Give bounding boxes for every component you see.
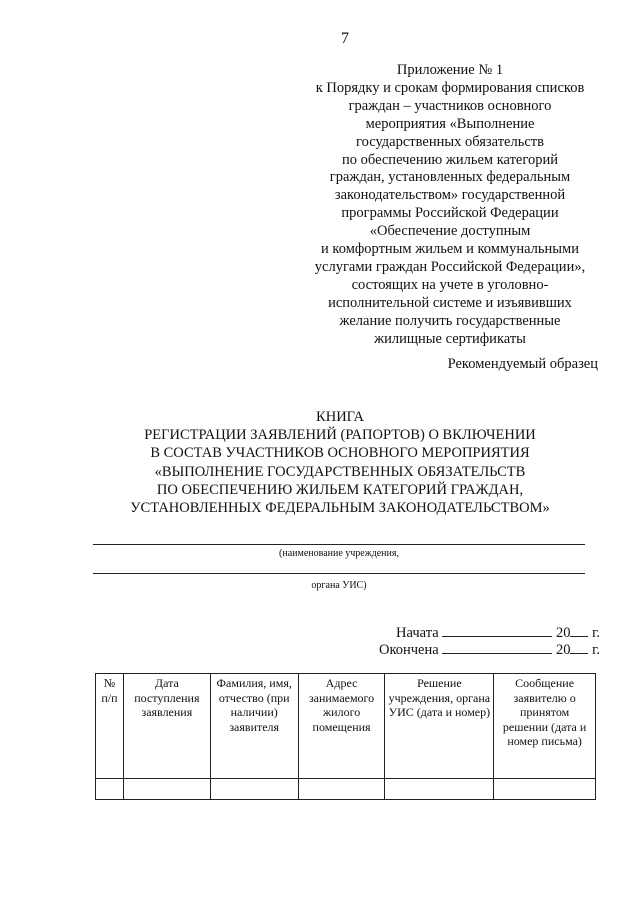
year-prefix: 20: [555, 642, 571, 658]
date-finished-blank: [442, 641, 552, 654]
institution-fill-line-1: [93, 544, 585, 545]
appendix-line: к Порядку и срокам формирования списков: [315, 79, 585, 96]
table-header-row: [96, 674, 596, 779]
appendix-line: законодательством» государственной: [334, 187, 566, 204]
book-title-line: «ВЫПОЛНЕНИЕ ГОСУДАРСТВЕННЫХ ОБЯЗАТЕЛЬСТВ: [154, 463, 526, 480]
appendix-line: по обеспечению жильем категорий: [342, 151, 558, 168]
book-title-line: ПО ОБЕСПЕЧЕНИЮ ЖИЛЬЕМ КАТЕГОРИЙ ГРАЖДАН,: [156, 481, 524, 498]
table-cell: [210, 779, 298, 800]
institution-caption-2: органа УИС): [311, 580, 367, 591]
appendix-line: желание получить государственные: [339, 312, 561, 329]
table-cell: [96, 779, 124, 800]
appendix-line: исполнительной системе и изъявивших: [328, 294, 572, 311]
appendix-line: Приложение № 1: [396, 62, 504, 78]
column-header-decision: Решение учреждения, органа УИС (дата и номер): [385, 674, 494, 779]
appendix-line: граждан – участников основного: [348, 97, 552, 114]
year-suffix: г.: [592, 642, 600, 658]
appendix-line: граждан, установленных федеральным: [329, 169, 571, 186]
book-title-line: КНИГА: [316, 409, 364, 425]
column-header-number: № п/п: [96, 674, 124, 779]
book-title-line: РЕГИСТРАЦИИ ЗАЯВЛЕНИЙ (РАПОРТОВ) О ВКЛЮЧЕНИИ: [144, 427, 536, 444]
appendix-line: состоящих на учете в уголовно-: [351, 276, 549, 293]
column-header-dwelling-address: Адрес занимаемого жилого помещения: [298, 674, 385, 779]
table-cell: [494, 779, 596, 800]
appendix-line: мероприятия «Выполнение: [365, 115, 535, 132]
book-title-line: В СОСТАВ УЧАСТНИКОВ ОСНОВНОГО МЕРОПРИЯТИЯ: [150, 445, 530, 462]
year-blank: [570, 624, 588, 637]
registration-table: [95, 673, 596, 800]
recommended-sample-note: Рекомендуемый образец: [447, 356, 598, 372]
book-title-line: УСТАНОВЛЕННЫХ ФЕДЕРАЛЬНЫМ ЗАКОНОДАТЕЛЬСТВОМ»: [130, 500, 550, 517]
year-prefix: 20: [555, 625, 571, 641]
date-finished-label: Окончена: [378, 642, 439, 658]
column-header-receipt-date: Дата поступления заявления: [123, 674, 210, 779]
date-started-row: [396, 624, 600, 642]
table-cell: [123, 779, 210, 800]
appendix-line: жилищные сертификаты: [374, 330, 526, 347]
table-row: [96, 779, 596, 800]
institution-fill-line-2: [93, 573, 585, 574]
appendix-line: программы Российской Федерации: [341, 205, 559, 222]
column-header-applicant-name: Фамилия, имя, отчество (при наличии) заявителя: [210, 674, 298, 779]
year-blank: [570, 641, 588, 654]
appendix-header: [300, 62, 600, 349]
table-cell: [385, 779, 494, 800]
column-header-notification: Сообщение заявителю о принятом решении (дата и номер письма): [494, 674, 596, 779]
date-started-label: Начата: [396, 625, 439, 641]
table-cell: [298, 779, 385, 800]
year-suffix: г.: [592, 625, 600, 641]
institution-caption-1: (наименование учреждения,: [279, 548, 399, 559]
page-number: 7: [341, 30, 349, 47]
appendix-line: и комфортным жильем и коммунальными: [321, 241, 579, 258]
appendix-line: государственных обязательств: [356, 133, 544, 150]
appendix-line: «Обеспечение доступным: [369, 223, 531, 240]
book-title: [60, 408, 620, 517]
date-started-blank: [442, 624, 552, 637]
date-finished-row: [379, 641, 600, 659]
appendix-line: услугами граждан Российской Федерации»,: [314, 258, 586, 275]
